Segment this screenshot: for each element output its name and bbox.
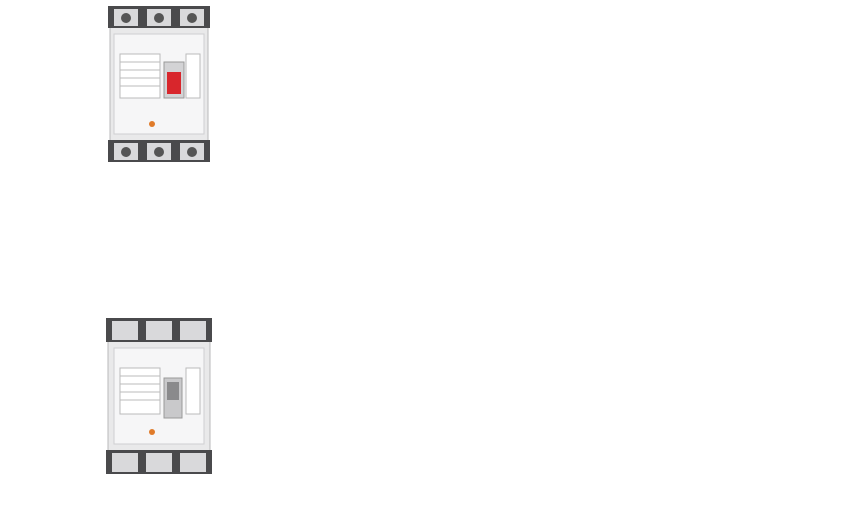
spec-table: [284, 0, 846, 1]
circuit-breaker-image-top: [108, 6, 210, 162]
circuit-breaker-image-bottom: [106, 318, 212, 474]
